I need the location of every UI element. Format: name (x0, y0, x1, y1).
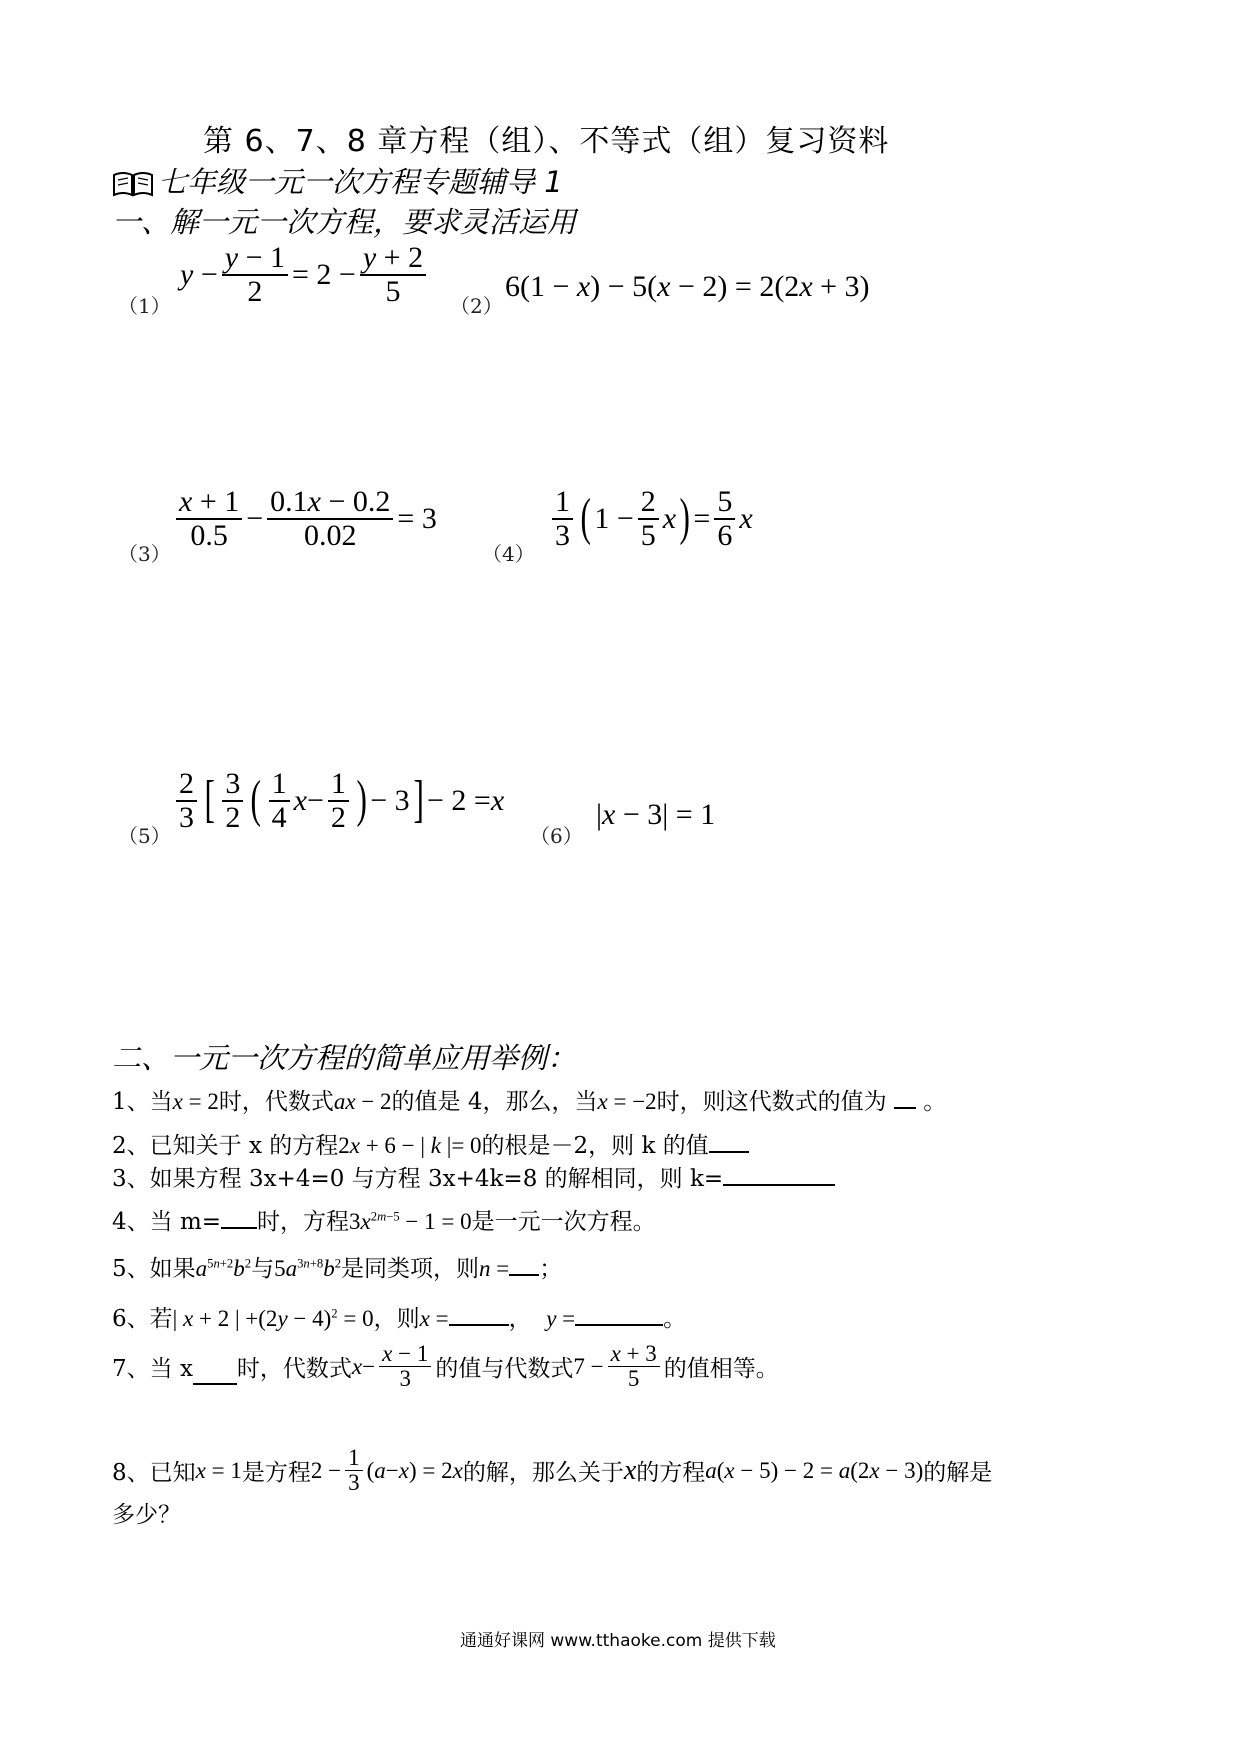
question-5: 5、如果$a^{5n+2}b^2$与$5a^{3n+8}b^2$是同类项，则n = ； (112, 1256, 563, 1282)
problem-3-equation: $\frac{x + 1}{0.5}$ − $\frac{0.1x - 0.2}{0.02}$ = 3 (172, 486, 437, 551)
question-8: 8、已知 x = 1 是方程 2 − $\frac{1}{3}$ ( a − x ) = 2 x 的解，那么关于 x 的方程 a(x − 5) − 2 = a(2x − 3) 的解是 (112, 1445, 993, 1496)
footer-text: 通通好课网 www.tthaoke.com 提供下载 (460, 1631, 776, 1651)
answer-blank[interactable] (894, 1107, 916, 1109)
problem-5-equation: $\frac{2}{3}$ [ $\frac{3}{2}$ ( $\frac{1}{4}$ x − $\frac{1}{2}$ ) − 3 ] − 2 = x (172, 768, 504, 833)
problem-4-label: （4） (482, 542, 535, 566)
answer-blank[interactable] (193, 1383, 237, 1385)
question-4: 4、当 m= 时，方程$3x^{2m-5} - 1 = 0$是一元一次方程。 (112, 1209, 656, 1235)
subtitle-text: 七年级一元一次方程专题辅导 1 (158, 165, 563, 199)
answer-blank[interactable] (509, 1274, 539, 1276)
answer-blank[interactable] (221, 1227, 257, 1229)
problem-4-equation: $\frac{1}{3}$ ( 1 − $\frac{2}{5}$ x ) = $\frac{5}{6}$ x (548, 486, 753, 551)
answer-blank[interactable] (723, 1184, 835, 1186)
problem-1-equation: y − $\frac{y - 1}{2}$ = 2 − $\frac{y + 2}{5}$ (180, 242, 430, 307)
page-title: 第 6、7、8 章方程（组）、不等式（组）复习资料 (203, 124, 890, 159)
problem-2-label: （2） (450, 294, 503, 318)
problem-2-equation: 6(1 − x) − 5(x − 2) = 2(2x + 3) (505, 270, 870, 303)
question-2: 2、已知关于 x 的方程2x + 6 − | k |= 0的根是－2，则 k 的值 (112, 1127, 749, 1160)
answer-blank-x[interactable] (449, 1324, 509, 1326)
problem-1-label: （1） (118, 294, 171, 318)
question-1: 1、当x = 2时，代数式ax − 2的值是 4，那么，当x = −2时，则这代数式的值为 。 (112, 1089, 947, 1115)
question-7: 7、当 x 时，代数式 x − $\frac{x - 1}{3}$ 的值与代数式 7 − $\frac{x + 3}{5}$ 的值相等。 (112, 1341, 779, 1392)
subtitle (112, 160, 563, 201)
answer-blank-y[interactable] (575, 1324, 663, 1326)
answer-blank[interactable] (709, 1151, 749, 1153)
section1-heading: 一、解一元一次方程，要求灵活运用 (112, 205, 577, 239)
book-icon (112, 171, 154, 197)
problem-3-label: （3） (118, 542, 171, 566)
problem-5-label: （5） (118, 824, 171, 848)
question-3: 3、如果方程 3x+4=0 与方程 3x+4k=8 的解相同，则 k= (112, 1160, 835, 1193)
question-6: 6、若| x + 2 | $+(2y - 4)^2 = 0$，则x = ， y = 。 (112, 1306, 687, 1332)
problem-6-equation: |x − 3| = 1 (596, 798, 716, 831)
question-8-continuation: 多少？ (112, 1502, 181, 1528)
section2-heading: 二、一元一次方程的简单应用举例： (112, 1041, 577, 1075)
problem-6-label: （6） (530, 824, 583, 848)
